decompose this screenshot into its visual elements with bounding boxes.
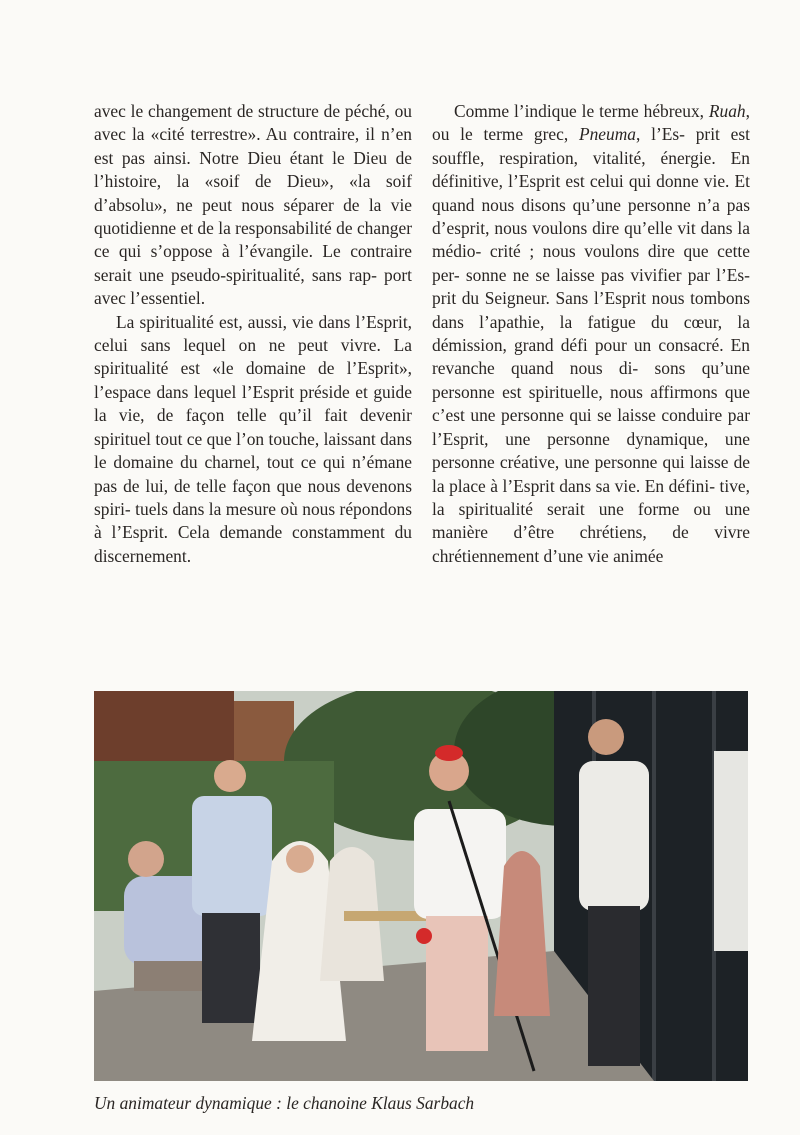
line: créative, une personne qui laisse de la bbox=[432, 452, 750, 496]
line: qu’une personne n’a pas d’esprit, nous bbox=[432, 194, 750, 239]
line: qui s’oppose à l’évangile. Le contraire bbox=[118, 241, 412, 262]
line: l’Esprit», l’espace dans lequel l’Esprit bbox=[94, 358, 412, 402]
term-pneuma: Pneuma bbox=[578, 124, 636, 145]
line: voulons dire qu’elle vit dans la médio- bbox=[432, 218, 750, 262]
line: place à l’Esprit dans sa vie. En défini- bbox=[449, 475, 715, 496]
photo-red-object bbox=[416, 928, 432, 944]
line: prit est souffle, respiration, vitalité, bbox=[432, 124, 750, 168]
right-text-column bbox=[432, 100, 750, 568]
photo-canon-trousers bbox=[426, 916, 488, 1051]
line: péché, ou avec la «cité terrestre». Au bbox=[94, 101, 412, 145]
line: énergie. En définitive, l’Esprit est celui bbox=[432, 147, 750, 192]
line: avec le changement de structure de bbox=[94, 101, 341, 121]
line: consacré. En revanche quand nous di- bbox=[432, 335, 750, 379]
line: qu’il fait devenir spirituel tout ce que bbox=[94, 405, 412, 449]
paragraph-1 bbox=[94, 100, 412, 311]
line: prit du Seigneur. Sans l’Esprit nous bbox=[432, 288, 685, 309]
photo-trousers bbox=[202, 913, 260, 1023]
line: tombons dans l’apathie, la fatigue du bbox=[432, 288, 750, 332]
line: charnel, tout ce qui n’émane pas de lui, bbox=[94, 452, 412, 496]
line: Dieu étant le Dieu de l’histoire, la bbox=[94, 147, 412, 192]
line: qui donne vie. Et quand nous disons bbox=[432, 171, 750, 215]
photo-face bbox=[286, 845, 314, 873]
photo-caption: Un animateur dynamique : le chanoine Klaus Sarbach bbox=[94, 1093, 475, 1113]
line: «soif de Dieu», «la soif d’absolu», ne bbox=[94, 171, 412, 215]
left-text-column bbox=[94, 100, 412, 568]
line-fragment: , l’Es- bbox=[635, 124, 685, 145]
photo-young-man bbox=[579, 761, 649, 911]
photo-standing-man bbox=[192, 796, 272, 916]
line: tive, la spiritualité serait une forme bbox=[432, 475, 750, 519]
paragraph-3 bbox=[432, 100, 750, 568]
term-ruah: Ruah bbox=[708, 101, 746, 121]
line: serait une pseudo-spiritualité, sans rap- bbox=[94, 264, 377, 285]
photo-face bbox=[214, 760, 246, 792]
line: du discernement. bbox=[94, 522, 412, 566]
line: contraire, il n’en est pas ainsi. Notre bbox=[94, 124, 413, 168]
line: vivre chrétiennement d’une vie animée bbox=[432, 522, 750, 566]
line: personne dynamique, une personne bbox=[432, 428, 750, 473]
photo-face bbox=[588, 719, 624, 755]
photo-canon bbox=[414, 809, 506, 919]
group-photo bbox=[94, 691, 748, 1081]
line: Comme l’indique le terme hébreux, bbox=[454, 101, 704, 121]
line: La spiritualité est, aussi, vie dans bbox=[116, 311, 351, 332]
photo-edge-person bbox=[714, 751, 748, 951]
line: sons qu’une personne est spirituelle, bbox=[432, 358, 750, 402]
paragraph-2 bbox=[94, 311, 412, 568]
line: crité ; nous voulons dire que cette per- bbox=[432, 241, 750, 285]
line: peut nous séparer de la vie quotidienne bbox=[94, 194, 412, 239]
line: qui se laisse conduire par l’Esprit, une bbox=[432, 405, 750, 449]
line: ou une manière d’être chrétiens, de bbox=[432, 498, 750, 543]
line: de telle façon que nous devenons spiri- bbox=[94, 475, 412, 519]
line: l’Esprit, celui sans lequel on ne peut bbox=[94, 311, 412, 356]
line: cœur, la démission, grand défi pour un bbox=[432, 311, 750, 356]
line-fragment: , ou le terme grec, bbox=[432, 101, 750, 145]
photo-red-zucchetto bbox=[435, 745, 463, 761]
line: et de la responsabilité de changer ce bbox=[94, 218, 412, 262]
line: tuels dans la mesure où nous répondons bbox=[135, 498, 412, 519]
line: sonne ne se laisse pas vivifier par l’Es- bbox=[465, 264, 750, 285]
line: préside et guide la vie, de façon telle bbox=[94, 381, 412, 426]
line: à l’Esprit. Cela demande constamment bbox=[94, 522, 385, 543]
line: vivre. La spiritualité est «le domaine de bbox=[94, 335, 412, 379]
line: l’on touche, laissant dans le domaine du bbox=[94, 428, 412, 473]
photo-illustration bbox=[94, 691, 748, 1081]
line: port avec l’essentiel. bbox=[94, 264, 413, 309]
photo-trousers bbox=[588, 906, 640, 1066]
photo-face bbox=[128, 841, 164, 877]
line: nous affirmons que c’est une personne bbox=[432, 381, 750, 426]
